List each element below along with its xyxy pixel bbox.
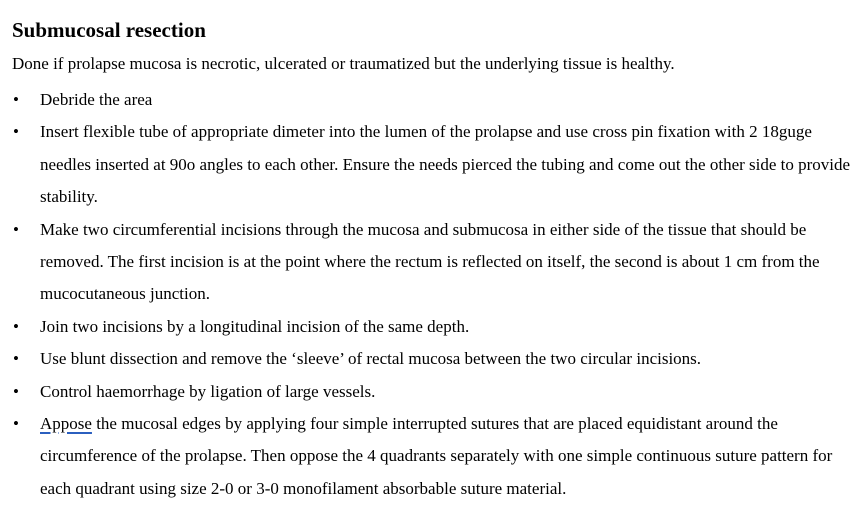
- list-item: [12, 311, 857, 343]
- intro-paragraph: Done if prolapse mucosa is necrotic, ulcerated or traumatized but the underlying tissue is healthy.: [12, 54, 675, 73]
- bullet-icon: •: [13, 316, 19, 336]
- step-text: Debride the area: [40, 90, 153, 109]
- bullet-icon: •: [13, 349, 19, 369]
- section-heading: Submucosal resection: [12, 18, 206, 42]
- step-text: Control haemorrhage by ligation of large vessels.: [40, 381, 376, 401]
- step-text: Make two circumferential incisions through the mucosa and submucosa in either side of the tissue that should be removed. The first incision is at the point where the rectum is reflected on itself, the second is about 1 cm from the mucocutaneous junction.: [40, 219, 820, 304]
- step-text: Use blunt dissection and remove the ‘sleeve’ of rectal mucosa between the two circular incisions.: [40, 349, 702, 369]
- list-item: [12, 376, 857, 408]
- bullet-icon: •: [13, 381, 19, 401]
- bullet-icon: •: [13, 90, 19, 109]
- spellcheck-flagged-word[interactable]: Appose: [40, 414, 92, 434]
- step-text: Insert flexible tube of appropriate dimeter into the lumen of the prolapse and use cross pin fixation with 2 18guge needles inserted at 90o angles to each other. Ensure the needs pierced the tubing and come out the other side to provide stability.: [40, 122, 851, 207]
- bullet-icon: •: [13, 414, 19, 434]
- list-item: [12, 343, 857, 375]
- list-item: [12, 116, 857, 213]
- step-text: Join two incisions by a longitudinal incision of the same depth.: [40, 316, 470, 336]
- list-item: [12, 408, 857, 505]
- bullet-icon: •: [13, 122, 19, 142]
- bullet-icon: •: [13, 219, 19, 239]
- procedure-steps-list: [12, 84, 857, 505]
- list-item: [12, 214, 857, 311]
- step-text: the mucosal edges by applying four simple interrupted sutures that are placed equidistant around the circumference of the prolapse. Then oppose the 4 quadrants separately with one simple continuous suture pattern for each quadrant using size 2-0 or 3-0 monofilament absorbable suture material.: [40, 414, 833, 498]
- list-item: [12, 84, 857, 116]
